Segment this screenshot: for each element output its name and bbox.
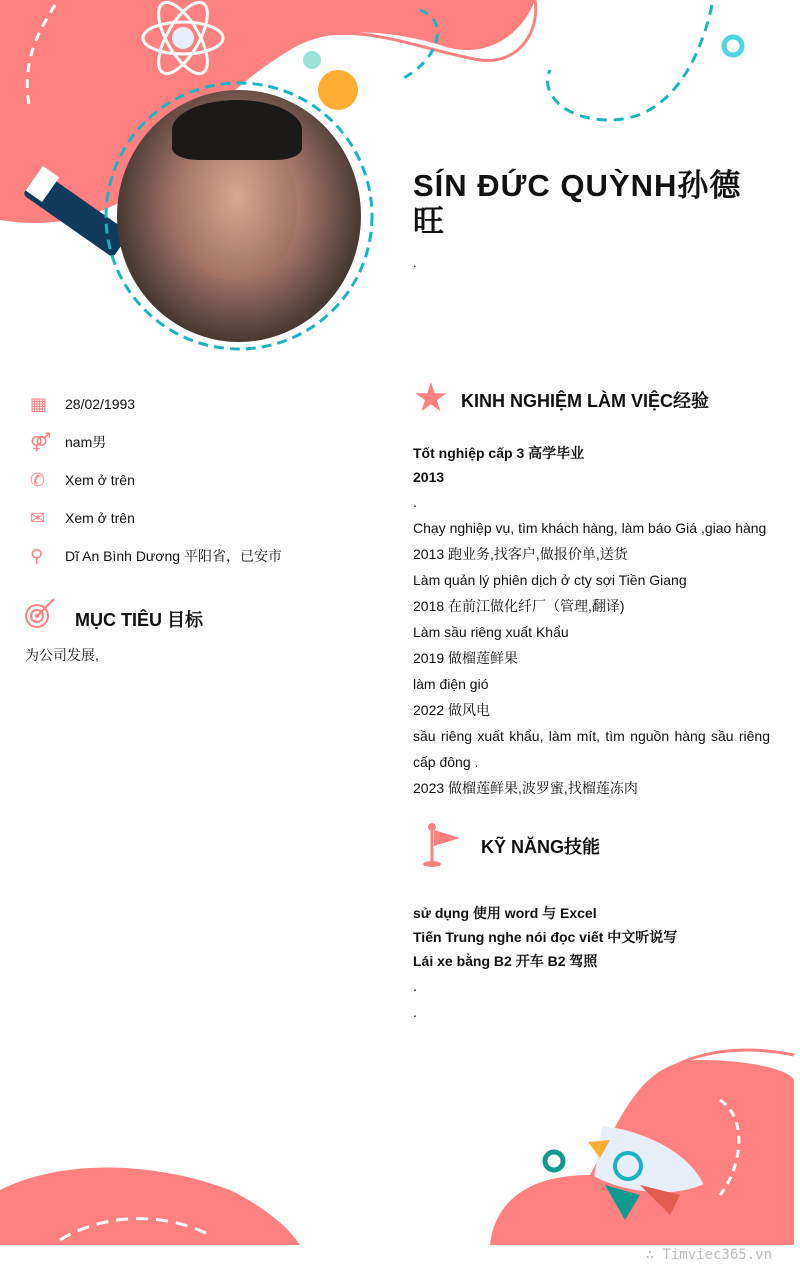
gender-icon: ⚤ <box>30 431 52 452</box>
objective-title: MỤC TIÊU 目标 <box>75 610 203 630</box>
experience-line: sầu riêng xuất khẩu, làm mít, tìm nguồn hàng sầu riêng cấp đông . <box>413 728 770 770</box>
objective-text: 为公司发展, <box>25 647 99 663</box>
skill-extra: . <box>413 1004 417 1020</box>
skill-item: Tiến Trung nghe nói đọc viết 中文听说写 <box>413 929 678 945</box>
experience-line: 2013 跑业务,找客户,做报价单,送货 <box>413 546 628 562</box>
address: Dĩ An Bình Dương 平阳省，已安市 <box>65 548 282 564</box>
experience-line: 2023 做榴莲鲜果,波罗蜜,找榴莲冻肉 <box>413 780 638 796</box>
phone-icon: ✆ <box>30 469 46 490</box>
experience-line: làm điện gió <box>413 676 489 692</box>
email: Xem ở trên <box>65 510 135 526</box>
skill-item: Lái xe bằng B2 开车 B2 驾照 <box>413 953 598 969</box>
experience-line: 2019 做榴莲鲜果 <box>413 650 519 666</box>
skill-item: sử dụng 使用 word 与 Excel <box>413 905 597 921</box>
location-icon: ⚲ <box>30 545 44 566</box>
experience-title: KINH NGHIỆM LÀM VIỆC经验 <box>461 391 710 411</box>
experience-line: Chạy nghiệp vụ, tìm khách hàng, làm báo Giá ,giao hàng <box>413 520 767 536</box>
experience-line: 2018 在前江做化纤厂（管理,翻译) <box>413 598 625 614</box>
calendar-icon: ▦ <box>30 393 48 414</box>
lightbulb-icon <box>303 51 358 110</box>
candidate-name: SÍN ĐỨC QUỲNH孙德旺 <box>413 168 742 239</box>
education-year: 2013 <box>413 469 445 485</box>
skills-list <box>413 901 677 1025</box>
skill-extra: . <box>413 978 417 994</box>
phone: Xem ở trên <box>65 472 135 488</box>
experience-line: . <box>413 494 417 510</box>
skills-title: KỸ NĂNG技能 <box>481 837 601 857</box>
contact-info <box>30 385 282 575</box>
experience-line: 2022 做风电 <box>413 702 491 718</box>
profile-photo <box>117 90 361 342</box>
experience-section <box>413 441 770 801</box>
flag-icon <box>420 822 465 868</box>
education: Tốt nghiệp cấp 3 高学毕业 <box>413 445 585 461</box>
birthdate: 28/02/1993 <box>65 396 136 412</box>
gender: nam男 <box>65 434 107 450</box>
subtitle: . <box>413 255 417 270</box>
target-icon <box>24 596 58 630</box>
experience-line: Làm quản lý phiên dịch ở cty sợi Tiền Giang <box>413 572 687 588</box>
email-icon: ✉ <box>30 507 46 528</box>
experience-line: Làm sầu riêng xuất Khẩu <box>413 624 569 640</box>
star-icon: ★ <box>413 376 449 420</box>
watermark: ∴ Timviec365.vn <box>645 1247 772 1263</box>
